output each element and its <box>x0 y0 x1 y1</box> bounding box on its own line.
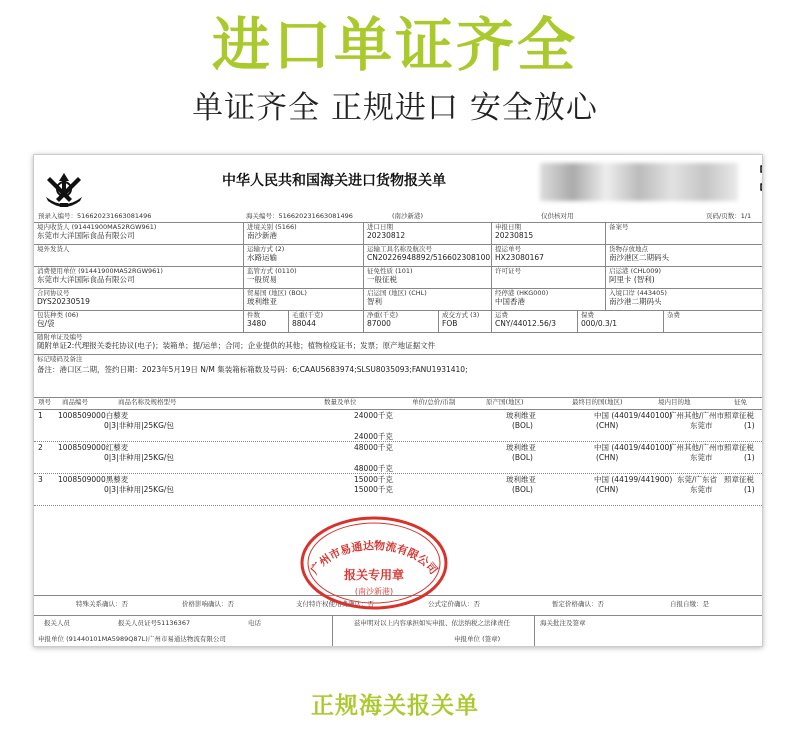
customs-seal-stamp <box>299 515 449 611</box>
header-row-4: 合同协议号 DYS20230519 贸易国 (地区) (BOL) 玻利维亚 启运国 (地区) (CHL) 智利 经停港 (HKG000) 中国香港 入境口岸 (443405) 南沙港二期码头 <box>34 288 763 310</box>
port-name: (南沙新港) <box>392 212 424 220</box>
qr-code-icon <box>760 165 763 191</box>
customs-declaration-document <box>33 154 763 647</box>
stamp-sub-text: (南沙新港) <box>354 587 394 596</box>
footer-caption: 正规海关报关单 <box>311 693 479 719</box>
banner-title: 进口单证齐全 <box>211 11 578 79</box>
stamp-center-text: 报关专用章 <box>343 568 405 582</box>
pre-entry-number: 预录入编号：516620231663081496 <box>38 212 152 220</box>
banner-subtitle: 单证齐全 正规进口 安全放心 <box>192 90 598 126</box>
page-count: 页码/页数：1/1 <box>706 212 752 220</box>
goods-row: 3 1008509000黑藜麦 0|3|非种用|25KG/包 15000千克 15000千克 玻利维亚 (BOL) 中国 (44199/441900) (CHN) 东莞/广东省 东莞市 照章征税 (1) <box>38 475 755 494</box>
declaration-row: 报关人员 报关人员证号51136367 电话 兹申明对以上内容承担如实申报、依法纳税之法律责任 海关批注及签章 申报单位 (91440101MA5989Q87L)广州市易通达物流有限公司 申报单位 (签章) <box>38 619 586 643</box>
document-title: 中华人民共和国海关进口货物报关单 <box>222 173 446 189</box>
redacted-area <box>540 163 738 201</box>
verify-note: 仅供核对用 <box>541 212 574 220</box>
goods-row: 2 1008509000红藜麦 0|3|非种用|25KG/包 48000千克 48000千克 玻利维亚 (BOL) 中国 (44019/440100) (CHN) 广州其他/广州市 东莞市 照章征税 (1) <box>38 443 755 473</box>
header-row-1: 境内收货人 (91441900MA52RGW961) 东莞市大洋国际食品有限公司 进境关别 (5166) 南沙新港 进口日期 20230812 申报日期 20230815 备案号 <box>34 222 763 244</box>
attached-documents-row: 随附单证及编号 随附单证2:代理报关委托协议(电子)；装箱单；提/运单；合同；企业提供的其他；植物检疫证书；发票；原产地证据文件 <box>37 333 436 351</box>
confirmation-row: 特殊关系确认：否 价格影响确认：否 支付特许权使用费确认：否 公式定价确认：否 暂定价格确认：否 自报自缴：是 <box>76 600 709 608</box>
header-row-2: 境外发货人 运输方式 (2) 水路运输 运输工具名称及航次号 CN20226948892/516602308100 提运单号 HX23080167 货物存放地点 南沙港区二期码头 <box>34 244 763 266</box>
goods-row: 1 1008509000白藜麦 0|3|非种用|25KG/包 24000千克 24000千克 玻利维亚 (BOL) 中国 (44019/440100) (CHN) 广州其他/广州市 东莞市 照章征税 (1) <box>38 411 755 441</box>
customs-number: 海关编号：516620231663081496 <box>246 212 353 220</box>
header-row-5: 包装种类 (06) 包/袋 件数 3480 毛重(千克) 88044 净重(千克) 87000 成交方式 (3) FOB 运费 CNY/44012.56/3 保费 000/0.3/1 杂费 <box>34 310 763 332</box>
header-row-3: 消费使用单位 (91441900MA52RGW961) 东莞市大洋国际食品有限公司 监管方式 (0110) 一般贸易 征免性质 (101) 一般征税 许可证号 启运港 (CHL009) 阿里卡 (智利) <box>34 266 763 288</box>
goods-table-header: 项号 商品编号 商品名称及规格型号 数量及单位 单价/总价/币制 原产国(地区) 最终目的国(地区) 境内目的地 征免 <box>38 398 747 406</box>
stamp-arc-text: 广州市易通达物流有限公司 <box>307 539 441 577</box>
marks-remarks-row: 标记唛码及备注 备注：港口区二期，签约日期：2023年5月19日 N/M 集装箱标箱数及号码：6;CAAU5683974;SLSU8035093;FANU1931410; <box>37 355 468 375</box>
